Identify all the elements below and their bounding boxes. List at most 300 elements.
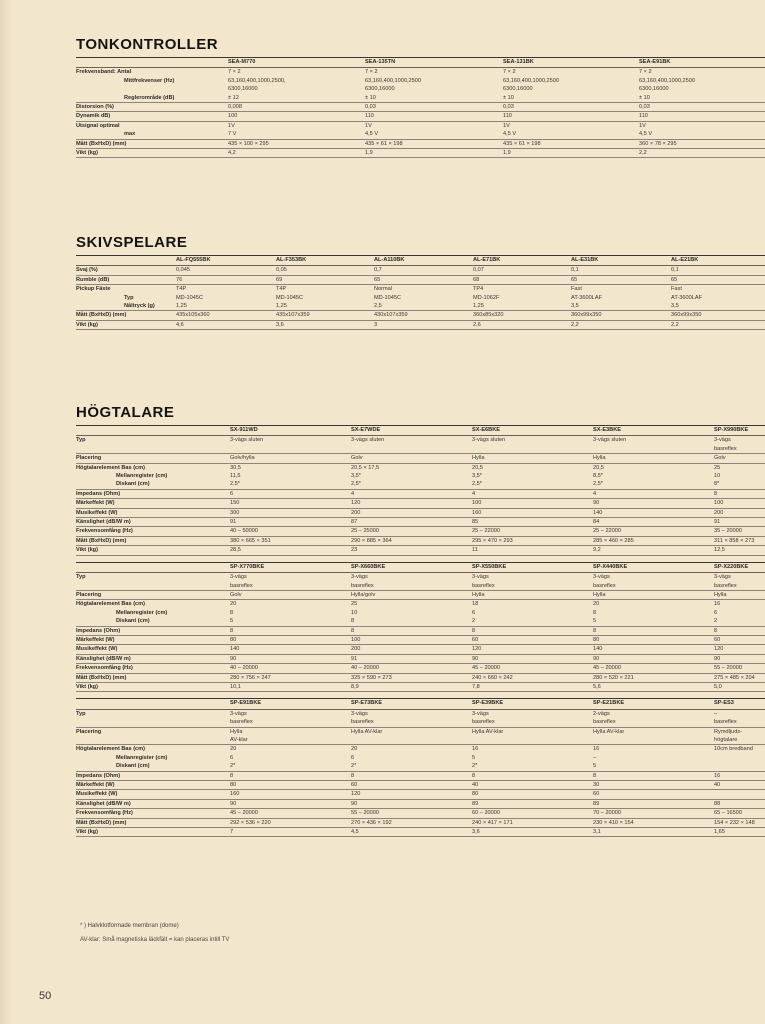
spec-label: Märkeffekt (W)	[76, 499, 230, 508]
spec-value: –	[593, 754, 597, 761]
spec-value: 63,160,400,1000,2500	[639, 77, 695, 84]
spec-label: Musikeffekt (W)	[76, 790, 230, 799]
spec-value: 2,5*	[351, 480, 472, 489]
spec-value: 120	[351, 790, 472, 799]
model-header: SP-X440BKE	[593, 562, 714, 572]
spec-value: 380 × 665 × 351	[230, 536, 351, 545]
spec-value: 1V	[503, 122, 510, 129]
spec-value: 4,2	[228, 149, 365, 158]
spec-row	[76, 781, 765, 790]
spec-value	[714, 762, 765, 771]
spec-value: 6300,16000	[639, 86, 669, 93]
model-header: SP-X770BKE	[230, 562, 351, 572]
spec-value: –	[714, 710, 718, 717]
spec-value: 3-vägs	[230, 574, 247, 581]
spec-value: 6300,16000	[228, 86, 258, 93]
spec-value: 45 – 20000	[472, 664, 593, 673]
spec-row	[76, 275, 765, 284]
spec-value: 87	[351, 518, 472, 527]
spec-row	[76, 573, 765, 582]
spec-value: 63,160,400,1000,2500,	[228, 77, 286, 84]
spec-value: 200	[714, 508, 765, 517]
spec-row	[76, 536, 765, 545]
spec-value: basreflex	[230, 718, 351, 727]
spec-value: basreflex	[351, 582, 472, 591]
spec-value: 160	[472, 508, 593, 517]
spec-value: 63,160,400,1000,2500	[503, 77, 559, 84]
spec-value: Hylla/golv	[351, 590, 472, 599]
spec-label: Pickup Fäste	[76, 286, 111, 293]
spec-value: AT-3600LAF	[671, 294, 702, 301]
spec-row	[76, 68, 765, 77]
spec-label: Vikt (kg)	[76, 546, 230, 555]
header-blank-cell	[76, 426, 230, 436]
spec-value: 8	[714, 626, 765, 635]
model-header: AL-F353BK	[276, 256, 374, 266]
spec-value: 10,1	[230, 682, 351, 691]
spec-value: 65	[571, 275, 671, 284]
spec-value: 20,5 × 17,5	[351, 464, 380, 471]
spec-value: basreflex	[714, 582, 765, 591]
spec-value: 270 × 436 × 192	[351, 818, 472, 827]
spec-value: basreflex	[593, 718, 714, 727]
spec-value: 4,5 V	[503, 130, 639, 139]
spec-row	[76, 139, 765, 148]
spec-value: 80	[230, 635, 351, 644]
spec-value: 89	[472, 799, 593, 808]
spec-value: Hylla	[593, 590, 714, 599]
spec-value: 7 × 2	[365, 69, 378, 76]
spec-value: 2*	[472, 762, 593, 771]
spec-value: 154 × 232 × 148	[714, 818, 765, 827]
spec-label: Musikeffekt (W)	[76, 645, 230, 654]
spec-value: 90	[230, 799, 351, 808]
spec-value: 10	[714, 473, 721, 480]
spec-value: ± 10	[639, 94, 765, 103]
spec-value: 0,1	[671, 266, 765, 275]
spec-label: Typ	[76, 574, 86, 581]
spec-value: 90	[472, 654, 593, 663]
spec-value: 20	[351, 746, 358, 753]
spec-label	[76, 85, 228, 93]
spec-value: 360 × 78 × 295	[639, 139, 765, 148]
spec-value: 11,5	[230, 473, 241, 480]
spec-value: 2,6	[473, 320, 571, 329]
spec-value: 91	[714, 518, 765, 527]
skivspelare-section	[76, 234, 765, 330]
spec-value: 10cm bredband	[714, 746, 753, 753]
spec-row	[76, 94, 765, 103]
spec-label: Svaj (%)	[76, 266, 176, 275]
spec-value: 12,5	[714, 546, 765, 555]
spec-label: Känslighet (dB/W m)	[76, 654, 230, 663]
spec-label: Placering	[76, 454, 230, 463]
spec-value: basreflex	[472, 718, 593, 727]
spec-row	[76, 480, 765, 489]
hogtalare-table-2	[76, 562, 765, 693]
spec-value: 0,03	[503, 103, 639, 112]
model-header: SP-X550BKE	[472, 562, 593, 572]
spec-value: Hylla	[472, 454, 593, 463]
spec-value: 80	[593, 635, 714, 644]
spec-value: 280 × 520 × 221	[593, 673, 714, 682]
spec-value: 4	[593, 489, 714, 498]
spec-value: Hylla	[714, 590, 765, 599]
skivspelare-heading: SKIVSPELARE	[76, 234, 188, 251]
spec-label: Frekvensband: Antal	[76, 69, 132, 76]
spec-value: 6	[472, 609, 476, 616]
spec-row	[76, 709, 765, 718]
spec-row	[76, 320, 765, 329]
spec-row	[76, 809, 765, 818]
spec-value: Hylla AV-klar	[593, 728, 625, 735]
spec-value: 0,03	[365, 103, 503, 112]
spec-value: 120	[714, 645, 765, 654]
spec-value: 8	[230, 771, 351, 780]
spec-label: Placering	[76, 728, 102, 735]
spec-value: 45 – 20000	[230, 809, 351, 818]
spec-label: Placering	[76, 590, 230, 599]
spec-value: 240 × 417 × 171	[472, 818, 593, 827]
spec-value: 16	[593, 746, 600, 753]
model-header: SX-E3BKE	[593, 426, 714, 436]
spec-label	[76, 718, 230, 727]
spec-value: 3-vägs	[593, 574, 610, 581]
spec-row	[76, 582, 765, 591]
spec-value: 6	[230, 754, 234, 761]
spec-value: 8	[351, 771, 472, 780]
model-header: SX-911WD	[230, 426, 351, 436]
spec-value: 45 – 20000	[593, 664, 714, 673]
spec-label: Impedans (Ohm)	[76, 489, 230, 498]
spec-value: 30,5	[230, 464, 241, 471]
spec-row	[76, 77, 765, 85]
spec-value: 65 – 16500	[714, 809, 765, 818]
spec-value: 1V	[228, 122, 235, 129]
spec-value: 70 – 20000	[593, 809, 714, 818]
spec-value: 16	[472, 746, 479, 753]
spec-row	[76, 790, 765, 799]
spec-row	[76, 828, 765, 837]
spec-value: 110	[365, 112, 503, 121]
model-header: SP-E91BKE	[230, 699, 351, 709]
model-header: SX-E6BKE	[472, 426, 593, 436]
spec-value: Rymdljuds-	[714, 728, 742, 735]
spec-value: 7,8	[472, 682, 593, 691]
spec-value: Hylla	[593, 454, 714, 463]
spec-value: ± 12	[228, 94, 365, 103]
spec-value: 311 × 858 × 273	[714, 536, 765, 545]
spec-value: 40	[472, 781, 593, 790]
spec-label: Nåltryck (g)	[76, 302, 176, 311]
spec-value: 275 × 485 × 204	[714, 673, 765, 682]
spec-value: 90	[714, 654, 765, 663]
spec-value: 60	[714, 635, 765, 644]
spec-value: 2,5	[374, 302, 473, 311]
spec-value	[472, 445, 593, 454]
model-header: AL-E71BK	[473, 256, 571, 266]
spec-row	[76, 771, 765, 780]
model-header: SP-X220BKE	[714, 562, 765, 572]
spec-label: Mått (BxHxD) (mm)	[76, 673, 230, 682]
spec-label: Känslighet (dB/W m)	[76, 799, 230, 808]
spec-value: 295 × 470 × 293	[472, 536, 593, 545]
spec-row	[76, 103, 765, 112]
spec-value: 10	[351, 609, 358, 616]
spec-value: 7 × 2	[228, 69, 241, 76]
spec-row	[76, 736, 765, 745]
model-header: SEA-135TN	[365, 58, 503, 68]
spec-value: ± 10	[365, 94, 503, 103]
spec-label: Dynamik dB)	[76, 112, 228, 121]
spec-value: 2,2	[571, 320, 671, 329]
table-header-row	[76, 562, 765, 572]
spec-value: Fast	[571, 286, 582, 293]
spec-value: 1,25	[473, 302, 571, 311]
spec-value: 60	[472, 635, 593, 644]
spec-row	[76, 600, 765, 609]
footnote-av-klar: AV-klar: Små magnetiska läckfält = kan placeras intill TV	[80, 937, 230, 943]
hogtalare-table-1	[76, 425, 765, 556]
spec-value: 4	[351, 489, 472, 498]
spec-value: 20,5	[472, 464, 483, 471]
spec-value: AT-3600LAF	[571, 294, 602, 301]
spec-value: Normal	[374, 286, 393, 293]
spec-row	[76, 682, 765, 691]
spec-value: 430x107x359	[374, 311, 473, 320]
spec-row	[76, 799, 765, 808]
spec-label: Vikt (kg)	[76, 828, 230, 837]
spec-value: 5	[230, 617, 351, 626]
spec-value: 60	[593, 790, 714, 799]
spec-value: 25	[714, 464, 721, 471]
spec-row	[76, 463, 765, 472]
spec-label	[76, 736, 230, 745]
spec-value: 3-vägs	[714, 437, 731, 444]
page-number: 50	[39, 990, 52, 1002]
spec-value: 3,6	[472, 828, 593, 837]
spec-value: Golv/hylla	[230, 454, 351, 463]
spec-value: 8	[351, 617, 472, 626]
spec-row	[76, 762, 765, 771]
spec-value: 3,5*	[472, 473, 482, 480]
spec-row	[76, 436, 765, 445]
spec-value: 0,1	[571, 266, 671, 275]
spec-value: 200	[351, 645, 472, 654]
spec-value: Golv	[230, 590, 351, 599]
spec-value: 80	[230, 781, 351, 790]
spec-value: 5	[593, 762, 714, 771]
spec-row	[76, 454, 765, 463]
spec-value: 6300,16000	[365, 86, 395, 93]
spec-value: 25	[351, 601, 358, 608]
spec-value: basreflex	[714, 718, 765, 727]
spec-value: 20	[593, 601, 600, 608]
spec-value: Golv	[351, 454, 472, 463]
spec-label: Diskant (cm)	[76, 617, 230, 626]
spec-row	[76, 645, 765, 654]
spec-value: 40	[714, 781, 765, 790]
spec-value: 0,05	[276, 266, 374, 275]
spec-value: 240 × 660 × 242	[472, 673, 593, 682]
spec-value: 11	[472, 546, 593, 555]
spec-value: 8	[230, 626, 351, 635]
spec-row	[76, 266, 765, 275]
model-header: AL-A110BK	[374, 256, 473, 266]
spec-value: 1,25	[176, 302, 276, 311]
spec-value: basreflex	[714, 445, 765, 454]
spec-value: 2,2	[639, 149, 765, 158]
spec-value: 20	[230, 601, 237, 608]
spec-row	[76, 590, 765, 599]
spec-row	[76, 664, 765, 673]
spec-value: 30	[593, 781, 714, 790]
spec-value: 1,65	[714, 828, 765, 837]
spec-row	[76, 311, 765, 320]
spec-value: 16	[714, 601, 721, 608]
spec-row	[76, 445, 765, 454]
spec-value: 4,5 V	[365, 130, 503, 139]
spec-value: 40 – 20000	[351, 664, 472, 673]
spec-value: 3-vägs sluten	[472, 437, 506, 444]
spec-value: 360x99x350	[671, 311, 765, 320]
spec-label: Högtalarelement Bas (cm)	[76, 601, 146, 608]
spec-value: 292 × 536 × 220	[230, 818, 351, 827]
spec-value	[472, 736, 593, 745]
spec-label: Distorsion (%)	[76, 103, 228, 112]
spec-label: Typ	[76, 710, 86, 717]
spec-value: 5	[593, 617, 714, 626]
spec-value: 120	[351, 499, 472, 508]
spec-value: 25 – 22000	[472, 527, 593, 536]
spec-row	[76, 302, 765, 311]
spec-row	[76, 85, 765, 93]
spec-label: Utsignal optimal	[76, 122, 120, 129]
spec-value: 0,07	[473, 266, 571, 275]
spec-value: 435x107x359	[276, 311, 374, 320]
spec-label: Mått (BxHxD) (mm)	[76, 536, 230, 545]
spec-value: 5	[472, 754, 476, 761]
spec-value: 89	[593, 799, 714, 808]
spec-row	[76, 654, 765, 663]
spec-value	[714, 754, 765, 762]
spec-row	[76, 718, 765, 727]
spec-value: Hylla AV-klar	[472, 728, 504, 735]
spec-value: 8	[714, 489, 765, 498]
spec-value: 18	[472, 601, 479, 608]
spec-label: Impedans (Ohm)	[76, 626, 230, 635]
spec-label: Typ	[124, 294, 134, 301]
spec-value: Fast	[671, 286, 682, 293]
spec-value: 1V	[639, 122, 646, 129]
spec-value: 8	[593, 609, 597, 616]
spec-value: 2,2	[671, 320, 765, 329]
spec-value: 4	[472, 489, 593, 498]
model-header: AL-FQ555BK	[176, 256, 276, 266]
spec-value: 0,7	[374, 266, 473, 275]
spec-label: Vikt (kg)	[76, 682, 230, 691]
spec-value: 7 × 2	[639, 69, 652, 76]
spec-row	[76, 112, 765, 121]
spec-label: Mittfrekvenser (Hz)	[124, 77, 175, 84]
spec-label: Högtalarelement Bas (cm)	[76, 746, 146, 753]
spec-value: 88	[714, 799, 765, 808]
spec-value: 2	[472, 617, 593, 626]
spec-value: 6	[230, 489, 351, 498]
spec-value: 160	[230, 790, 351, 799]
spec-value: 100	[228, 112, 365, 121]
spec-value: 76	[176, 275, 276, 284]
spec-value: 1,9	[365, 149, 503, 158]
spec-value: 3-vägs sluten	[351, 437, 385, 444]
spec-value: 300	[230, 508, 351, 517]
spec-label: Frekvensomfång (Hz)	[76, 527, 230, 536]
spec-value: 2,5*	[472, 480, 593, 489]
spec-value: 140	[230, 645, 351, 654]
spec-label: Reglerområde (dB)	[76, 94, 228, 103]
spec-value: 3-vägs	[230, 710, 247, 717]
spec-row	[76, 294, 765, 302]
tonkontroller-section	[76, 36, 765, 158]
spec-value: 40 – 20000	[230, 664, 351, 673]
spec-row	[76, 285, 765, 294]
spec-value: 65	[374, 275, 473, 284]
spec-value: 280 × 756 × 247	[230, 673, 351, 682]
spec-value: 110	[503, 112, 639, 121]
header-blank-cell	[76, 562, 230, 572]
spec-value: T4P	[176, 286, 187, 293]
spec-row	[76, 609, 765, 617]
model-header: SEA-131BK	[503, 58, 639, 68]
spec-value: Hylla AV-klar	[351, 728, 383, 735]
spec-value: Golv	[714, 454, 765, 463]
spec-value: basreflex	[593, 582, 714, 591]
spec-value: MD-1062F	[473, 294, 500, 301]
spec-value: 91	[351, 654, 472, 663]
spec-row	[76, 121, 765, 130]
spec-value: 2,5*	[593, 480, 714, 489]
spec-label: Mått (BxHxD) (mm)	[76, 139, 228, 148]
spec-value: 85	[472, 518, 593, 527]
spec-value: 435 × 61 × 198	[503, 139, 639, 148]
spec-value: 65	[671, 275, 765, 284]
spec-value: 4,5	[351, 828, 472, 837]
spec-label: Mellanregister (cm)	[116, 473, 168, 480]
spec-label: Märkeffekt (W)	[76, 635, 230, 644]
spec-row	[76, 673, 765, 682]
spec-value: 8	[472, 626, 593, 635]
spec-value	[230, 445, 351, 454]
spec-value: Hylla	[472, 590, 593, 599]
spec-value: högtalare	[714, 736, 765, 745]
spec-value: 360x99x350	[571, 311, 671, 320]
page-binding-shadow	[0, 0, 12, 1024]
spec-label: Diskant (cm)	[76, 480, 230, 489]
spec-value: MD-1045C	[176, 294, 204, 301]
spec-row	[76, 499, 765, 508]
spec-value: 290 × 885 × 364	[351, 536, 472, 545]
spec-value: 91	[230, 518, 351, 527]
header-blank-cell	[76, 58, 228, 68]
spec-value: 20	[230, 746, 237, 753]
spec-value: 3,6	[276, 320, 374, 329]
spec-value: 3	[374, 320, 473, 329]
spec-label: Mått (BxHxD) (mm)	[76, 311, 176, 320]
spec-value: MD-1045C	[374, 294, 402, 301]
spec-row	[76, 130, 765, 139]
spec-label	[76, 445, 230, 454]
spec-value: 3-vägs	[472, 710, 489, 717]
